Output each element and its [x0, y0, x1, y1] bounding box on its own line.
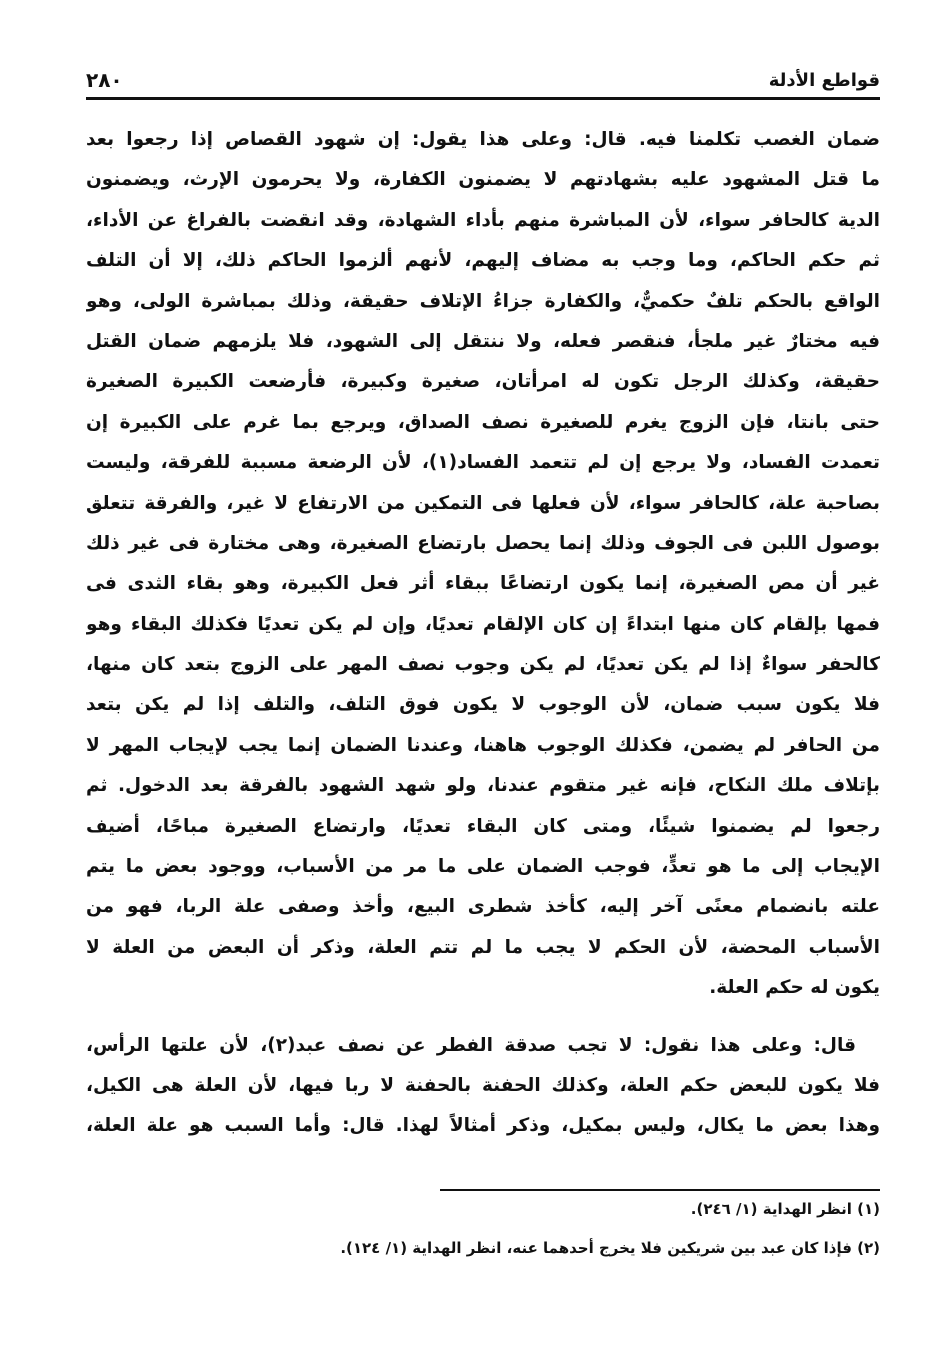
text-line: حقيقة، وكذلك الرجل تكون له امرأتان، صغيرة وكبيرة، فأرضعت الكبيرة الصغيرة — [86, 371, 880, 393]
text-line: الإيجاب إلى ما هو تعدٍّ، فوجب الضمان على ما مر من الأسباب، ووجود بعض ما يتم — [86, 856, 880, 878]
text-line: الدية كالحافر سواء، لأن المباشرة منهم بأداء الشهادة، وقد انقضت بالفراغ عن الأداء، — [86, 209, 880, 231]
text-line: الواقع بالحكم تلفٌ حكميٌّ، والكفارة جزاءُ الإتلاف حقيقة، وذلك بمباشرة الولى، وهو — [86, 290, 880, 312]
text-line: قال: وعلى هذا نقول: لا تجب صدقة الفطر عن نصف عبد(٢)، لأن علتها الرأس، — [86, 1034, 857, 1056]
text-line: بوصول اللبن فى الجوف وذلك إنما يحصل بارتضاع الصغيرة، وهى مختارة فى غير ذلك — [86, 532, 880, 554]
text-line: علته بانضمام معنًى آخر إليه، كأخذ شطرى البيع، وأخذ وصفى علة الربا، فهو من — [86, 896, 880, 918]
text-line: فلا يكون للبعض حكم العلة، وكذلك الحفنة بالحفنة لا ربا فيها، لأن العلة هى الكيل، — [86, 1074, 880, 1096]
text-line: فلا يكون سبب ضمان، لأن الوجوب لا يكون فوق التلف، والتلف إذا لم يكن بتعد — [86, 694, 880, 716]
text-line: ضمان الغصب تكلمنا فيه. قال: وعلى هذا يقول: إن شهود القصاص إذا رجعوا بعد — [86, 129, 880, 150]
header-rule — [86, 97, 880, 100]
text-line: كالحفر سواءٌ إذا لم يكن تعديًا، لم يكن وجوب نصف المهر على الزوج بتعد كان منها، — [86, 654, 880, 676]
text-line: غير أن مص الصغيرة، إنما يكون ارتضاعًا ببقاء أثر فعل الكبيرة، وهو بقاء الثدى فى — [86, 573, 880, 595]
text-line: حتى بانتا، فإن الزوج يغرم للصغيرة نصف الصداق، ويرجع بما غرم على الكبيرة إن — [86, 411, 880, 433]
page-number: ٢٨٠ — [86, 68, 123, 92]
text-line: فمها بإلقام كان منها ابتداءً إن كان الإلقام تعديًا، وإن لم يكن تعديًا فكذلك البقاء وهو — [86, 613, 880, 635]
text-line: بصاحبة علة، كالحافر سواء، لأن فعلها فى التمكين من الارتفاع لا غير، والفرقة تتعلق — [86, 492, 880, 514]
paragraph-gap — [86, 1009, 880, 1026]
text-line: ثم حكم الحاكم، وما وجب به مضاف إليهم، لأنهم ألزموا الحاكم ذلك، إلا أن التلف — [86, 250, 880, 272]
main-text — [86, 120, 880, 1147]
text-line: رجعوا لم يضمنوا شيئًا، ومتى كان البقاء تعديًا، وارتضاع الصغيرة مباحًا، أضيف — [86, 815, 880, 837]
footnote-2: (٢) فإذا كان عبد بين شريكين فلا يخرج أحدهما عنه، انظر الهداية (١/ ١٢٤). — [340, 1239, 880, 1257]
text-line: وهذا بعض ما يكال، وليس بمكيل، وذكر أمثالاً لهذا. قال: وأما السبب هو علة العلة، — [86, 1115, 880, 1137]
text-line: الأسباب المحضة، لأن الحكم لا يجب ما لم تتم العلة، وذكر أن البعض من العلة لا — [86, 936, 880, 958]
text-line: فيه مختارٌ غير ملجأ، فنقصر فعله، ولا ننتقل إلى الشهود، فلا يلزمهم ضمان القتل — [86, 330, 880, 352]
text-line: تعمدت الفساد، ولا يرجع إن لم تتعمد الفساد(١)، لأن الرضعة مسببة للفرقة، وليست — [86, 452, 880, 474]
text-line: بإتلاف ملك النكاح، فإنه غير متقوم عندنا، ولو شهد الشهود بالفرقة بعد الدخول. ثم — [86, 775, 880, 797]
text-line: من الحافر لم يضمن، فكذلك الوجوب هاهنا، وعندنا الضمان إنما يجب لإيجاب المهر لا — [86, 734, 880, 756]
footnotes — [86, 1194, 880, 1272]
running-title: قواطع الأدلة — [768, 70, 880, 91]
footnote-1: (١) انظر الهداية (١/ ٢٤٦). — [690, 1200, 880, 1218]
page-header — [86, 66, 880, 94]
footnote-rule — [440, 1189, 880, 1191]
text-line: يكون له حكم العلة. — [709, 977, 880, 999]
text-line: ما قتل المشهود عليه بشهادتهم لا يضمنون الكفارة، ولا يحرمون الإرث، ويضمنون — [86, 169, 880, 191]
